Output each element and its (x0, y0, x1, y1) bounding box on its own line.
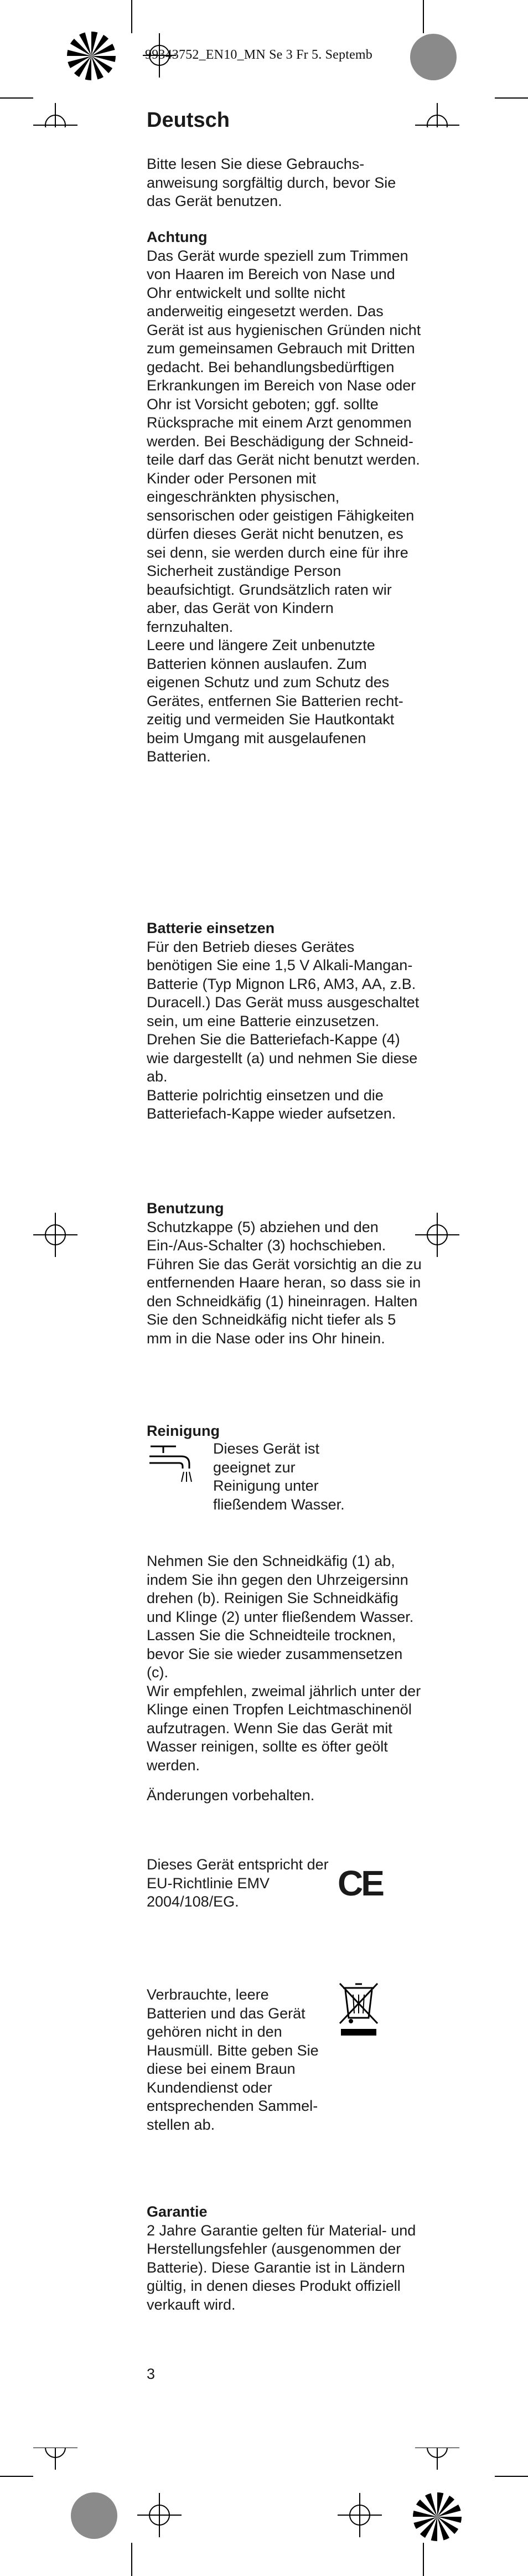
gray-registration-disc-icon (410, 33, 457, 81)
benutzung-paragraph: Führen Sie das Gerät vorsichtig an die zu entfernenden Haare heran, so dass sie in den Schneidkäfig (1) hineinragen. Halten Sie den Schneidkäfig nicht tiefer als 5 mm in die Nase oder ins Ohr hinein. (147, 1255, 422, 1347)
entsorgung-text: Verbrauchte, leere Batterien und das Gerät gehören nicht in den Hausmüll. Bitte geben Sie diese bei einem Braun Kundendienst oder entsprechenden Sammelstellen ab. (147, 1986, 319, 2133)
intro-section (147, 155, 423, 211)
registration-cross-icon (33, 2448, 77, 2470)
page-number: 3 (147, 2366, 156, 2382)
batterie-heading: Batterie einsetzen (147, 920, 275, 936)
achtung-paragraph: Kinder oder Personen mit eingeschränkten physischen, sensorischen oder geistigen Fähigkeiten dürfen dieses Gerät nicht benutzen, es sei denn, sie werden durch eine für ihre Sicherheit zuständige Person beaufsichtigt. Grundsätzlich raten wir aber, das Gerät von Kindern fernzuhalten. (147, 470, 415, 635)
batterie-paragraph: Batterie polrichtig einsetzen und die Batteriefach-Kappe wieder aufsetzen. (147, 1086, 396, 1122)
registration-cross-icon (415, 2448, 459, 2470)
mid-print-marks (0, 1207, 528, 1263)
page-title: Deutsch (147, 109, 230, 132)
ce-text: Dieses Gerät entspricht der EU-Richtlinie EMV 2004/108/EG. (147, 1856, 329, 1910)
achtung-paragraph: Leere und längere Zeit unbenutzte Batterien können auslaufen. Zum eigenen Schutz und zum Schutz des Gerätes, entfernen Sie Batterien rechtzeitig und vermeiden Sie Hautkontakt beim Umgang mit ausgelaufenen Batterien. (147, 637, 403, 765)
gray-registration-disc-icon (70, 2492, 118, 2539)
reinigung-paragraph: Wir empfehlen, zweimal jährlich unter der Klinge einen Tropfen Leichtmaschinenöl aufzutragen. Wenn Sie das Gerät mit Wasser reinigen, sollte es öfter geölt werden. (147, 1682, 421, 1774)
garantie-heading: Garantie (147, 2203, 208, 2220)
garantie-section (147, 2203, 423, 2314)
registration-cross-icon (415, 103, 459, 127)
batterie-paragraph: Drehen Sie die Batteriefach-Kappe (4) wie dargestellt (a) und nehmen Sie diese ab. (147, 1031, 418, 1085)
benutzung-heading: Benutzung (147, 1200, 224, 1217)
achtung-section (147, 228, 423, 766)
starburst-target-icon (412, 2492, 462, 2542)
reinigung-icon-caption: Dieses Gerät ist geeignet zur Reinigung unter fließendem Wasser. (213, 1440, 345, 1513)
print-slug: 99343752_EN10_MN Se 3 Fr 5. Septemb (145, 48, 372, 62)
batterie-paragraph: Für den Betrieb dieses Gerätes benötigen Sie eine 1,5 V Alkali-Mangan-Batterie (Typ Mignon LR6, AM3, AA, z.B. Duracell.) Das Gerät muss ausgeschaltet sein, um eine Batterie einzusetzen. (147, 938, 420, 1029)
benutzung-paragraph: Schutzkappe (5) abziehen und den Ein-/Aus-Schalter (3) hochschieben. (147, 1218, 386, 1254)
ce-mark-icon: CE (338, 1863, 382, 1903)
registration-cross-icon (33, 103, 77, 127)
registration-cross-icon (415, 1213, 459, 1257)
achtung-paragraph: Das Gerät wurde speziell zum Trimmen von Haaren im Bereich von Nase und Ohr entwickelt und sollte nicht anderweitig eingesetzt werden. Das Gerät ist aus hygienischen Gründen nicht zum gemeinsamen Gebrauch mit Dritten gedacht. Bei behandlungsbedürftigen Erkrankungen im Bereich von Nase oder Ohr ist Vorsicht geboten; ggf. sollte Rücksprache mit einem Arzt genommen werden. Bei Beschädigung der Schneidteile darf das Gerät nicht benutzt werden. (147, 247, 421, 468)
reinigung-section (147, 1422, 423, 1441)
registration-cross-icon (137, 2493, 182, 2537)
aenderungen-text: Änderungen vorbehalten. (147, 1787, 315, 1804)
crossed-bin-icon (338, 1981, 380, 2038)
reinigung-body (147, 1552, 423, 1775)
starburst-target-icon (66, 31, 116, 81)
registration-cross-icon (338, 2493, 382, 2537)
achtung-heading: Achtung (147, 229, 208, 245)
garantie-paragraph: 2 Jahre Garantie gelten für Material- und Herstellungsfehler (ausgenommen der Batterie). Diese Garantie ist in Ländern gültig, in denen dieses Produkt offiziell verkauft wird. (147, 2222, 416, 2313)
reinigung-paragraph: Nehmen Sie den Schneidkäfig (1) ab, indem Sie ihn gegen den Uhrzeigersinn drehen (b). Reinigen Sie Schneidkäfig und Klinge (2) unter fließendem Wasser. Lassen Sie die Schneidteile trocknen, bevor Sie sie wieder zusammensetzen (c). (147, 1553, 414, 1681)
batterie-section (147, 919, 423, 1124)
faucet-water-icon (148, 1443, 209, 1487)
intro-text: Bitte lesen Sie diese Gebrauchsanweisung sorgfältig durch, bevor Sie das Gerät benutzen. (147, 156, 396, 209)
aenderungen-note (147, 1786, 423, 1805)
reinigung-heading: Reinigung (147, 1423, 220, 1439)
registration-cross-icon (33, 1213, 77, 1257)
